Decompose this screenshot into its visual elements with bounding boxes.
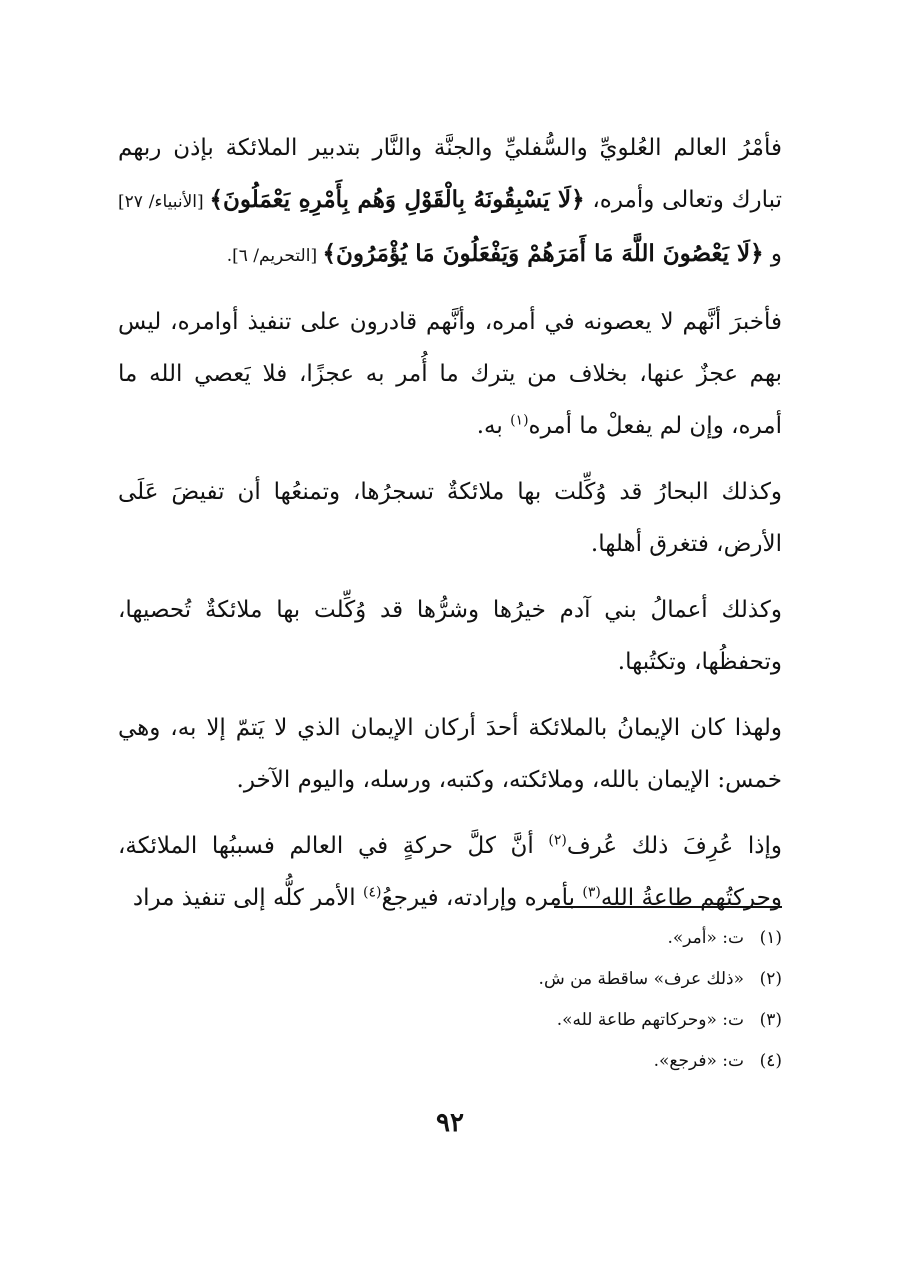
text-run: ولهذا كان الإيمانُ بالملائكة أحدَ أركان الإيمان الذي لا يَتمّ إلا به، وهي خمس: الإيمان بالله، وملائكته، وكتبه، ورسله، واليوم الآخر.: [118, 715, 782, 793]
verse-reference: [الأنبياء/ ٢٧]: [118, 192, 210, 212]
footnote-text: ت: «فرجع».: [653, 1051, 744, 1071]
paragraph: [118, 702, 782, 806]
footnote-number: (٣): [759, 1010, 782, 1030]
verse-reference: [التحريم/ ٦].: [226, 246, 323, 266]
footnote-text: ت: «وحركاتهم طاعة لله».: [556, 1010, 744, 1030]
paragraph: [118, 584, 782, 688]
text-run: وكذلك البحارُ قد وُكِّلت بها ملائكةٌ تسجرُها، وتمنعُها أن تفيضَ عَلَى الأرض، فتغرق أهلها.: [118, 479, 782, 557]
footnote-text: «ذلك عرف» ساقطة من ش.: [538, 969, 744, 989]
text-run: فأخبرَ أنَّهم لا يعصونه في أمره، وأنَّهم قادرون على تنفيذ أوامره، ليس بهم عجزٌ عنها، بخلاف من يترك ما أُمر به عجزًا، فلا يَعصي الله ما أمره، وإن لم يفعلْ ما أمره: [118, 309, 782, 439]
footnote: [118, 959, 782, 1000]
footnote-marker: (٣): [582, 884, 601, 901]
footnote-number: (١): [759, 928, 782, 948]
footnote: [118, 918, 782, 959]
paragraph: [118, 122, 782, 282]
text-run: وكذلك أعمالُ بني آدم خيرُها وشرُّها قد وُكِّلت بها ملائكةٌ تُحصيها، وتحفظُها، وتكتُبها.: [118, 597, 782, 675]
text-run: بأمره وإرادته، فيرجعُ: [381, 885, 583, 911]
main-text: [118, 122, 782, 938]
paragraph: [118, 466, 782, 570]
footnote-marker: (٢): [548, 832, 567, 849]
text-run: وإذا عُرِفَ ذلك عُرف: [566, 833, 782, 859]
quran-verse: ﴿لَا يَسْبِقُونَهُ بِالْقَوْلِ وَهُم بِأَمْرِهِ يَعْمَلُونَ﴾: [209, 186, 585, 213]
footnote: [118, 1000, 782, 1041]
text-run: فأمْرُ العالم العُلويِّ والسُّفليِّ والجنَّة والنَّار بتدبير الملائكة بإذن ربهم تبارك وتعالى وأمره،: [118, 135, 782, 213]
text-run: الأمر كلُّه إلى تنفيذ مراد: [132, 885, 364, 911]
footnote-number: (٤): [759, 1051, 782, 1071]
paragraph: [118, 296, 782, 452]
footnote-marker: (٤): [363, 884, 382, 901]
footnote-separator: [554, 906, 782, 908]
text-run: أنَّ كلَّ حركةٍ في العالم فسببُها الملائكة، وحركتُهم طاعةُ الله: [118, 833, 782, 911]
page-number: ٩٢: [436, 1108, 464, 1138]
footnote-number: (٢): [759, 969, 782, 989]
footnote-text: ت: «أمر».: [667, 928, 744, 948]
quran-verse: ﴿لَا يَعْصُونَ اللَّهَ مَا أَمَرَهُمْ وَيَفْعَلُونَ مَا يُؤْمَرُونَ﴾: [322, 240, 764, 267]
footnotes: [118, 918, 782, 1082]
footnote: [118, 1041, 782, 1082]
footnote-marker: (١): [510, 412, 529, 429]
text-run: به.: [476, 413, 511, 439]
paragraph: [118, 820, 782, 924]
text-run: و: [763, 241, 782, 267]
